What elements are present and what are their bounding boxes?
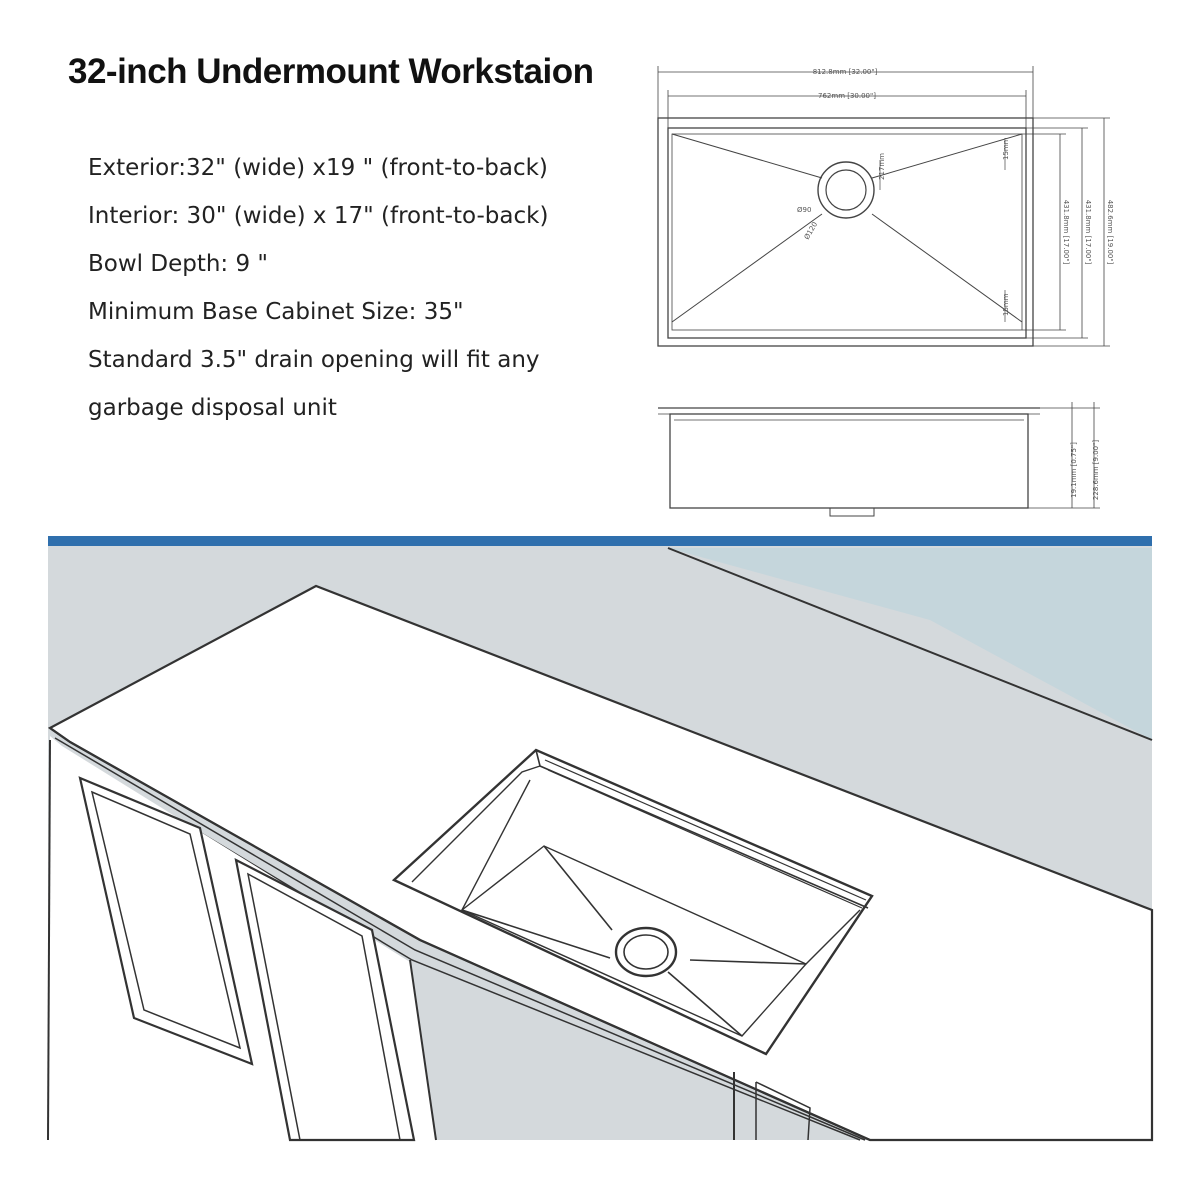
top-view-dimension-labels — [797, 68, 1114, 316]
dim-corner-radius-bottom: 15mm — [1002, 293, 1010, 316]
dim-exterior-width: 812.8mm [32.00"] — [812, 68, 878, 76]
spec-bowl-depth: Bowl Depth: 9 " — [88, 251, 269, 277]
spec-disposal: garbage disposal unit — [88, 395, 337, 421]
dim-interior-width: 762mm [30.00"] — [818, 92, 876, 100]
top-view-drawing — [658, 66, 1110, 346]
drain-circle-inner — [826, 170, 866, 210]
spec-drain-opening: Standard 3.5" drain opening will fit any — [88, 347, 540, 373]
side-view-drain — [830, 508, 874, 516]
side-view-bowl — [670, 414, 1028, 508]
side-view-dimension-labels — [1070, 440, 1100, 500]
dim-bowl-depth: 228.6mm [9.00"] — [1092, 439, 1100, 501]
spec-interior: Interior: 30" (wide) x 17" (front-to-back) — [88, 203, 549, 229]
side-view-drawing — [658, 402, 1100, 516]
page-title: 32-inch Undermount Workstaion — [68, 52, 594, 91]
spec-exterior: Exterior:32" (wide) x19 " (front-to-back) — [88, 155, 548, 181]
dim-corner-radius-top: 15mm — [1002, 137, 1010, 160]
dim-interior-depth: 431.8mm [17.00"] — [1062, 199, 1070, 265]
dim-ledge-height: 19.1mm [0.75"] — [1070, 442, 1078, 498]
dim-depth-2: 431.8mm [17.00"] — [1084, 199, 1092, 265]
sink-outline-exterior — [658, 118, 1033, 346]
spec-min-cabinet: Minimum Base Cabinet Size: 35" — [88, 299, 464, 325]
dim-drain-diameter: Ø90 — [797, 206, 812, 214]
dim-drain-position: 217mm — [878, 153, 886, 180]
kitchen-scene — [48, 536, 1152, 1140]
drain-3d-inner — [624, 935, 668, 969]
blue-band — [48, 536, 1152, 546]
dim-exterior-depth: 482.6mm [19.00"] — [1106, 199, 1114, 265]
dim-drain-offset: Ø120 — [802, 220, 820, 241]
sink-outline-interior — [668, 128, 1026, 338]
bowl-floor — [672, 134, 1022, 330]
